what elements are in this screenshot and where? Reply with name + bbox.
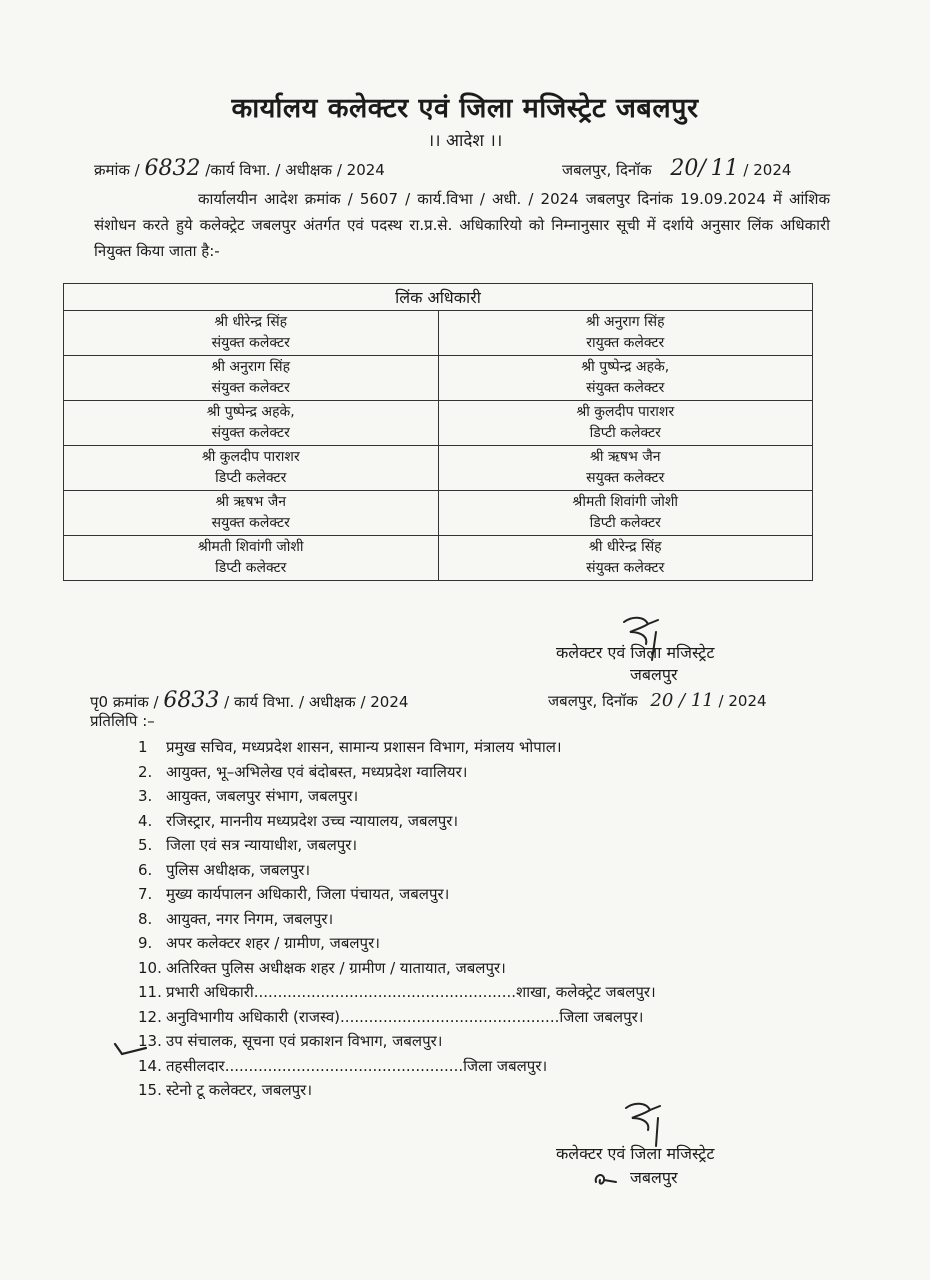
collector-signature-place-2: जबलपुर (630, 1168, 678, 1187)
date-label: जबलपुर, दिनॉक (562, 161, 652, 179)
link-officer-name: श्री कुलदीप पाराशर (576, 404, 675, 420)
copy-date (548, 690, 767, 711)
list-item (138, 735, 656, 760)
list-item (138, 1029, 656, 1054)
list-item-number: 13. (138, 1032, 162, 1050)
reference-suffix: /कार्य विभा. / अधीक्षक / 2024 (205, 161, 385, 179)
list-item-text: आयुक्त, नगर निगम, जबलपुर। (166, 909, 334, 928)
handwritten-tick-mark (112, 1036, 148, 1058)
list-item (138, 931, 656, 956)
list-item-text: मुख्य कार्यपालन अधिकारी, जिला पंचायत, जबलपुर। (166, 885, 450, 903)
order-body-text: कार्यालयीन आदेश क्रमांक / 5607 / कार्य.विभा / अधी. / 2024 जबलपुर दिनांक 19.09.2024 में आंशिक संशोधन करते हुये कलेक्ट्रेट जबलपुर अंतर्गत एवं पदस्थ रा.प्र.से. अधिकारियो को निम्नानुसार सूची में दर्शाये अनुसार लिंक अधिकारी नियुक्त किया जाता है:- (94, 190, 830, 260)
reference-number-handwritten: 6832 (144, 156, 201, 181)
collector-signature-title-2: कलेक्टर एवं जिला मजिस्ट्रेट (556, 1144, 715, 1163)
table-row (64, 311, 813, 356)
list-item (138, 784, 656, 809)
list-item-number: 14. (138, 1056, 162, 1075)
copy-reference-prefix: पृ0 क्रमांक / (90, 693, 159, 711)
table-row (64, 356, 813, 401)
date-day-handwritten: 20 (670, 156, 699, 181)
link-officer-post: डिप्टी कलेक्टर (589, 515, 661, 531)
table-row (64, 536, 813, 581)
link-officer-name: श्री अनुराग सिंह (585, 314, 665, 330)
officer-post: सयुक्त कलेक्टर (211, 515, 290, 531)
copy-reference (90, 688, 408, 713)
list-item-text: प्रमुख सचिव, मध्यप्रदेश शासन, सामान्य प्रशासन विभाग, मंत्रालय भोपाल। (166, 738, 562, 756)
list-item-text: अनुविभागीय अधिकारी (राजस्व)..............................................जिला जबलपुर। (166, 1007, 644, 1026)
officer-cell (64, 536, 439, 581)
list-item-number: 7. (138, 885, 153, 903)
officer-cell (64, 446, 439, 491)
collector-signature-title: कलेक्टर एवं जिला मजिस्ट्रेट (556, 643, 715, 662)
link-officer-post: डिप्टी कलेक्टर (589, 425, 661, 441)
list-item (138, 809, 656, 834)
officer-name: श्रीमती शिवांगी जोशी (197, 539, 304, 555)
list-item-number: 5. (138, 836, 153, 854)
list-item-text: प्रभारी अधिकारी.......................................................शाखा, कलेक्ट्रेट जबलपुर। (166, 983, 656, 1001)
list-item-number: 6. (138, 860, 153, 879)
table-row (64, 401, 813, 446)
table-row (64, 446, 813, 491)
list-item-number: 10. (138, 958, 162, 977)
copy-reference-suffix: / कार्य विभा. / अधीक्षक / 2024 (224, 693, 409, 711)
list-item (138, 907, 656, 932)
office-title: कार्यालय कलेक्टर एवं जिला मजिस्ट्रेट जबलपुर (231, 93, 699, 124)
copy-date-year: / 2024 (718, 692, 767, 710)
list-item-text: पुलिस अधीक्षक, जबलपुर। (166, 860, 311, 879)
list-item-text: रजिस्ट्रार, माननीय मध्यप्रदेश उच्च न्यायालय, जबलपुर। (166, 811, 459, 830)
table-row (64, 491, 813, 536)
table-header: लिंक अधिकारी (64, 284, 813, 311)
link-officer-post: रायुक्त कलेक्टर (586, 335, 665, 351)
officer-name: श्री धीरेन्द्र सिंह (214, 314, 288, 330)
list-item (138, 882, 656, 907)
officer-name: श्री कुलदीप पाराशर (201, 449, 300, 465)
order-body (94, 186, 830, 264)
link-officer-name: श्री ऋषभ जैन (590, 449, 661, 465)
officer-post: संयुक्त कलेक्टर (211, 425, 290, 441)
list-item (138, 1078, 656, 1103)
date-month-handwritten: 11 (710, 156, 739, 181)
officer-post: डिप्टी कलेक्टर (215, 470, 287, 486)
list-item-text: अपर कलेक्टर शहर / ग्रामीण, जबलपुर। (166, 934, 380, 952)
link-officer-name: श्रीमती शिवांगी जोशी (572, 494, 679, 510)
list-item-text: स्टेनो टू कलेक्टर, जबलपुर। (166, 1081, 313, 1099)
list-item-number: 15. (138, 1081, 162, 1099)
order-heading: ।। आदेश ।। (427, 131, 503, 151)
link-officer-cell (438, 401, 813, 446)
list-item-number: 11. (138, 983, 162, 1001)
officer-name: श्री पुष्पेन्द्र अहके, (206, 404, 295, 420)
link-officer-cell (438, 446, 813, 491)
list-item (138, 760, 656, 785)
copy-to-label: प्रतिलिपि :– (90, 712, 155, 730)
link-officer-name: श्री पुष्पेन्द्र अहके, (581, 359, 670, 375)
link-officer-post: संयुक्त कलेक्टर (586, 380, 665, 396)
link-officer-name: श्री धीरेन्द्र सिंह (588, 539, 662, 555)
list-item-number: 8. (138, 909, 153, 928)
order-reference (94, 156, 385, 181)
officer-post: डिप्टी कलेक्टर (215, 560, 287, 576)
list-item-number: 9. (138, 934, 153, 952)
officer-name: श्री अनुराग सिंह (211, 359, 291, 375)
reference-prefix: क्रमांक / (94, 161, 140, 179)
officer-cell (64, 401, 439, 446)
link-officer-post: संयुक्त कलेक्टर (586, 560, 665, 576)
link-officer-cell (438, 491, 813, 536)
link-officer-post: सयुक्त कलेक्टर (586, 470, 665, 486)
link-officer-table (63, 283, 813, 581)
list-item (138, 858, 656, 883)
link-officer-cell (438, 356, 813, 401)
collector-signature-place: जबलपुर (630, 665, 678, 684)
list-item (138, 1054, 656, 1079)
list-item-number: 3. (138, 787, 153, 805)
copy-date-label: जबलपुर, दिनॉक (548, 692, 638, 710)
officer-cell (64, 356, 439, 401)
officer-name: श्री ऋषभ जैन (215, 494, 286, 510)
date-year: / 2024 (743, 161, 792, 179)
list-item-text: उप संचालक, सूचना एवं प्रकाशन विभाग, जबलपुर। (166, 1032, 443, 1050)
list-item-number: 12. (138, 1007, 162, 1026)
link-officer-cell (438, 311, 813, 356)
list-item-number: 1 (138, 738, 148, 756)
order-date: जबलपुर, दिनॉक 20/ 11 / 2024 (562, 156, 792, 181)
list-item-text: जिला एवं सत्र न्यायाधीश, जबलपुर। (166, 836, 358, 854)
list-item-number: 2. (138, 762, 153, 781)
list-item-text: तहसीलदार..................................................जिला जबलपुर। (166, 1056, 548, 1075)
copy-reference-number-handwritten: 6833 (163, 688, 220, 713)
list-item-text: आयुक्त, भू–अभिलेख एवं बंदोबस्त, मध्यप्रदेश ग्वालियर। (166, 762, 468, 781)
list-item (138, 833, 656, 858)
officer-cell (64, 491, 439, 536)
copy-recipient-list (138, 735, 656, 1103)
list-item-number: 4. (138, 811, 153, 830)
officer-post: संयुक्त कलेक्टर (211, 380, 290, 396)
officer-cell (64, 311, 439, 356)
list-item-text: आयुक्त, जबलपुर संभाग, जबलपुर। (166, 787, 359, 805)
list-item-text: अतिरिक्त पुलिस अधीक्षक शहर / ग्रामीण / यातायात, जबलपुर। (166, 958, 506, 977)
list-item (138, 980, 656, 1005)
copy-date-handwritten: 20 / 11 (650, 690, 714, 711)
list-item (138, 1005, 656, 1030)
link-officer-cell (438, 536, 813, 581)
handwritten-initial-mark (592, 1168, 620, 1188)
officer-post: संयुक्त कलेक्टर (211, 335, 290, 351)
list-item (138, 956, 656, 981)
